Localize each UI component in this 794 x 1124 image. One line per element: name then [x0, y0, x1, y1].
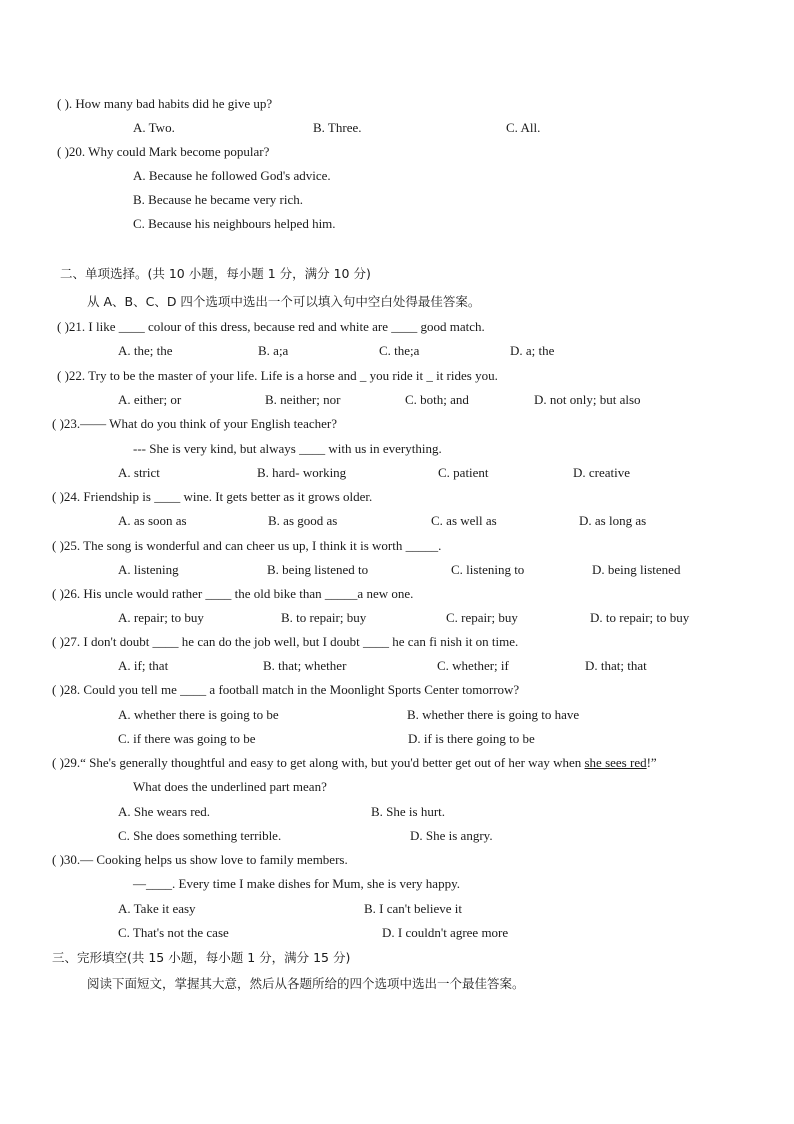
question-19-option-b: B. Three.	[313, 120, 362, 135]
question-23-option-c: C. patient	[438, 465, 489, 480]
section-2-instruction: 从 A、B、C、D 四个选项中选出一个可以填入句中空白处得最佳答案。	[87, 294, 481, 309]
question-28-option-a: A. whether there is going to be	[118, 707, 279, 722]
question-25-option-a: A. listening	[118, 562, 179, 577]
question-21-option-a: A. the; the	[118, 343, 173, 358]
question-20-option-b: B. Because he became very rich.	[133, 192, 304, 207]
question-29-option-b: B. She is hurt.	[371, 804, 446, 819]
question-25-option-c: C. listening to	[451, 562, 525, 577]
question-27-option-c: C. whether; if	[437, 658, 509, 673]
question-24-option-b: B. as good as	[268, 513, 338, 528]
question-27-stem: ( )27. I don't doubt ____ he can do the job well, but I doubt ____ he can fi nish it on time.	[52, 634, 519, 649]
question-26-option-c: C. repair; buy	[446, 610, 518, 625]
section-2-title: 二、单项选择。(共 10 小题，每小题 1 分，满分 10 分)	[60, 266, 371, 281]
question-26-option-a: A. repair; to buy	[118, 610, 204, 625]
question-22-option-a: A. either; or	[118, 392, 182, 407]
question-22-option-b: B. neither; nor	[265, 392, 341, 407]
question-26-option-d: D. to repair; to buy	[590, 610, 690, 625]
question-26-stem: ( )26. His uncle would rather ____ the old bike than _____a new one.	[52, 586, 414, 601]
question-29-stem	[52, 755, 657, 771]
question-29-underlined-phrase: she sees red	[584, 755, 647, 770]
question-23-stem: ( )23.—— What do you think of your English teacher?	[52, 416, 337, 431]
question-22-stem: ( )22. Try to be the master of your life. Life is a horse and _ you ride it _ it rides you.	[57, 368, 498, 383]
question-23-reply: --- She is very kind, but always ____ with us in everything.	[133, 441, 442, 456]
section-3-title: 三、完形填空(共 15 小题，每小题 1 分，满分 15 分)	[52, 950, 351, 965]
question-24-option-a: A. as soon as	[118, 513, 187, 528]
question-28-option-b: B. whether there is going to have	[407, 707, 580, 722]
question-29-option-d: D. She is angry.	[410, 828, 493, 843]
question-21-option-c: C. the;a	[379, 343, 420, 358]
question-23-option-a: A. strict	[118, 465, 160, 480]
question-30-option-c: C. That's not the case	[118, 925, 229, 940]
question-19-stem: ( ). How many bad habits did he give up?	[57, 96, 273, 111]
question-25-option-d: D. being listened	[592, 562, 681, 577]
question-30-reply: —____. Every time I make dishes for Mum, she is very happy.	[133, 876, 460, 891]
question-29-sub-question: What does the underlined part mean?	[133, 779, 327, 794]
question-24-option-c: C. as well as	[431, 513, 497, 528]
question-24-option-d: D. as long as	[579, 513, 647, 528]
question-29-stem-end: !”	[646, 755, 657, 770]
question-28-stem: ( )28. Could you tell me ____ a football match in the Moonlight Sports Center tomorrow?	[52, 682, 520, 697]
question-29-option-a: A. She wears red.	[118, 804, 211, 819]
question-28-option-d: D. if is there going to be	[408, 731, 535, 746]
question-26-option-b: B. to repair; buy	[281, 610, 367, 625]
question-29-stem-text: ( )29.“ She's generally thoughtful and easy to get along with, but you'd better get out of her way when	[52, 755, 585, 770]
question-25-stem: ( )25. The song is wonderful and can cheer us up, I think it is worth _____.	[52, 538, 442, 553]
question-30-stem: ( )30.— Cooking helps us show love to family members.	[52, 852, 348, 867]
question-20-option-a: A. Because he followed God's advice.	[133, 168, 331, 183]
question-27-option-a: A. if; that	[118, 658, 169, 673]
question-22-option-d: D. not only; but also	[534, 392, 641, 407]
question-21-option-b: B. a;a	[258, 343, 289, 358]
question-29-option-c: C. She does something terrible.	[118, 828, 282, 843]
question-25-option-b: B. being listened to	[267, 562, 369, 577]
question-28-option-c: C. if there was going to be	[118, 731, 256, 746]
question-23-option-d: D. creative	[573, 465, 631, 480]
question-19-option-c: C. All.	[506, 120, 541, 135]
question-20-stem: ( )20. Why could Mark become popular?	[57, 144, 270, 159]
section-3-instruction: 阅读下面短文，掌握其大意，然后从各题所给的四个选项中选出一个最佳答案。	[87, 976, 525, 991]
question-20-option-c: C. Because his neighbours helped him.	[133, 216, 336, 231]
question-30-option-a: A. Take it easy	[118, 901, 196, 916]
question-21-option-d: D. a; the	[510, 343, 555, 358]
question-30-option-d: D. I couldn't agree more	[382, 925, 509, 940]
question-27-option-b: B. that; whether	[263, 658, 347, 673]
question-23-option-b: B. hard- working	[257, 465, 347, 480]
question-22-option-c: C. both; and	[405, 392, 469, 407]
question-27-option-d: D. that; that	[585, 658, 647, 673]
question-30-option-b: B. I can't believe it	[364, 901, 463, 916]
question-19-option-a: A. Two.	[133, 120, 175, 135]
question-21-stem: ( )21. I like ____ colour of this dress, because red and white are ____ good match.	[57, 319, 485, 334]
question-24-stem: ( )24. Friendship is ____ wine. It gets better as it grows older.	[52, 489, 373, 504]
